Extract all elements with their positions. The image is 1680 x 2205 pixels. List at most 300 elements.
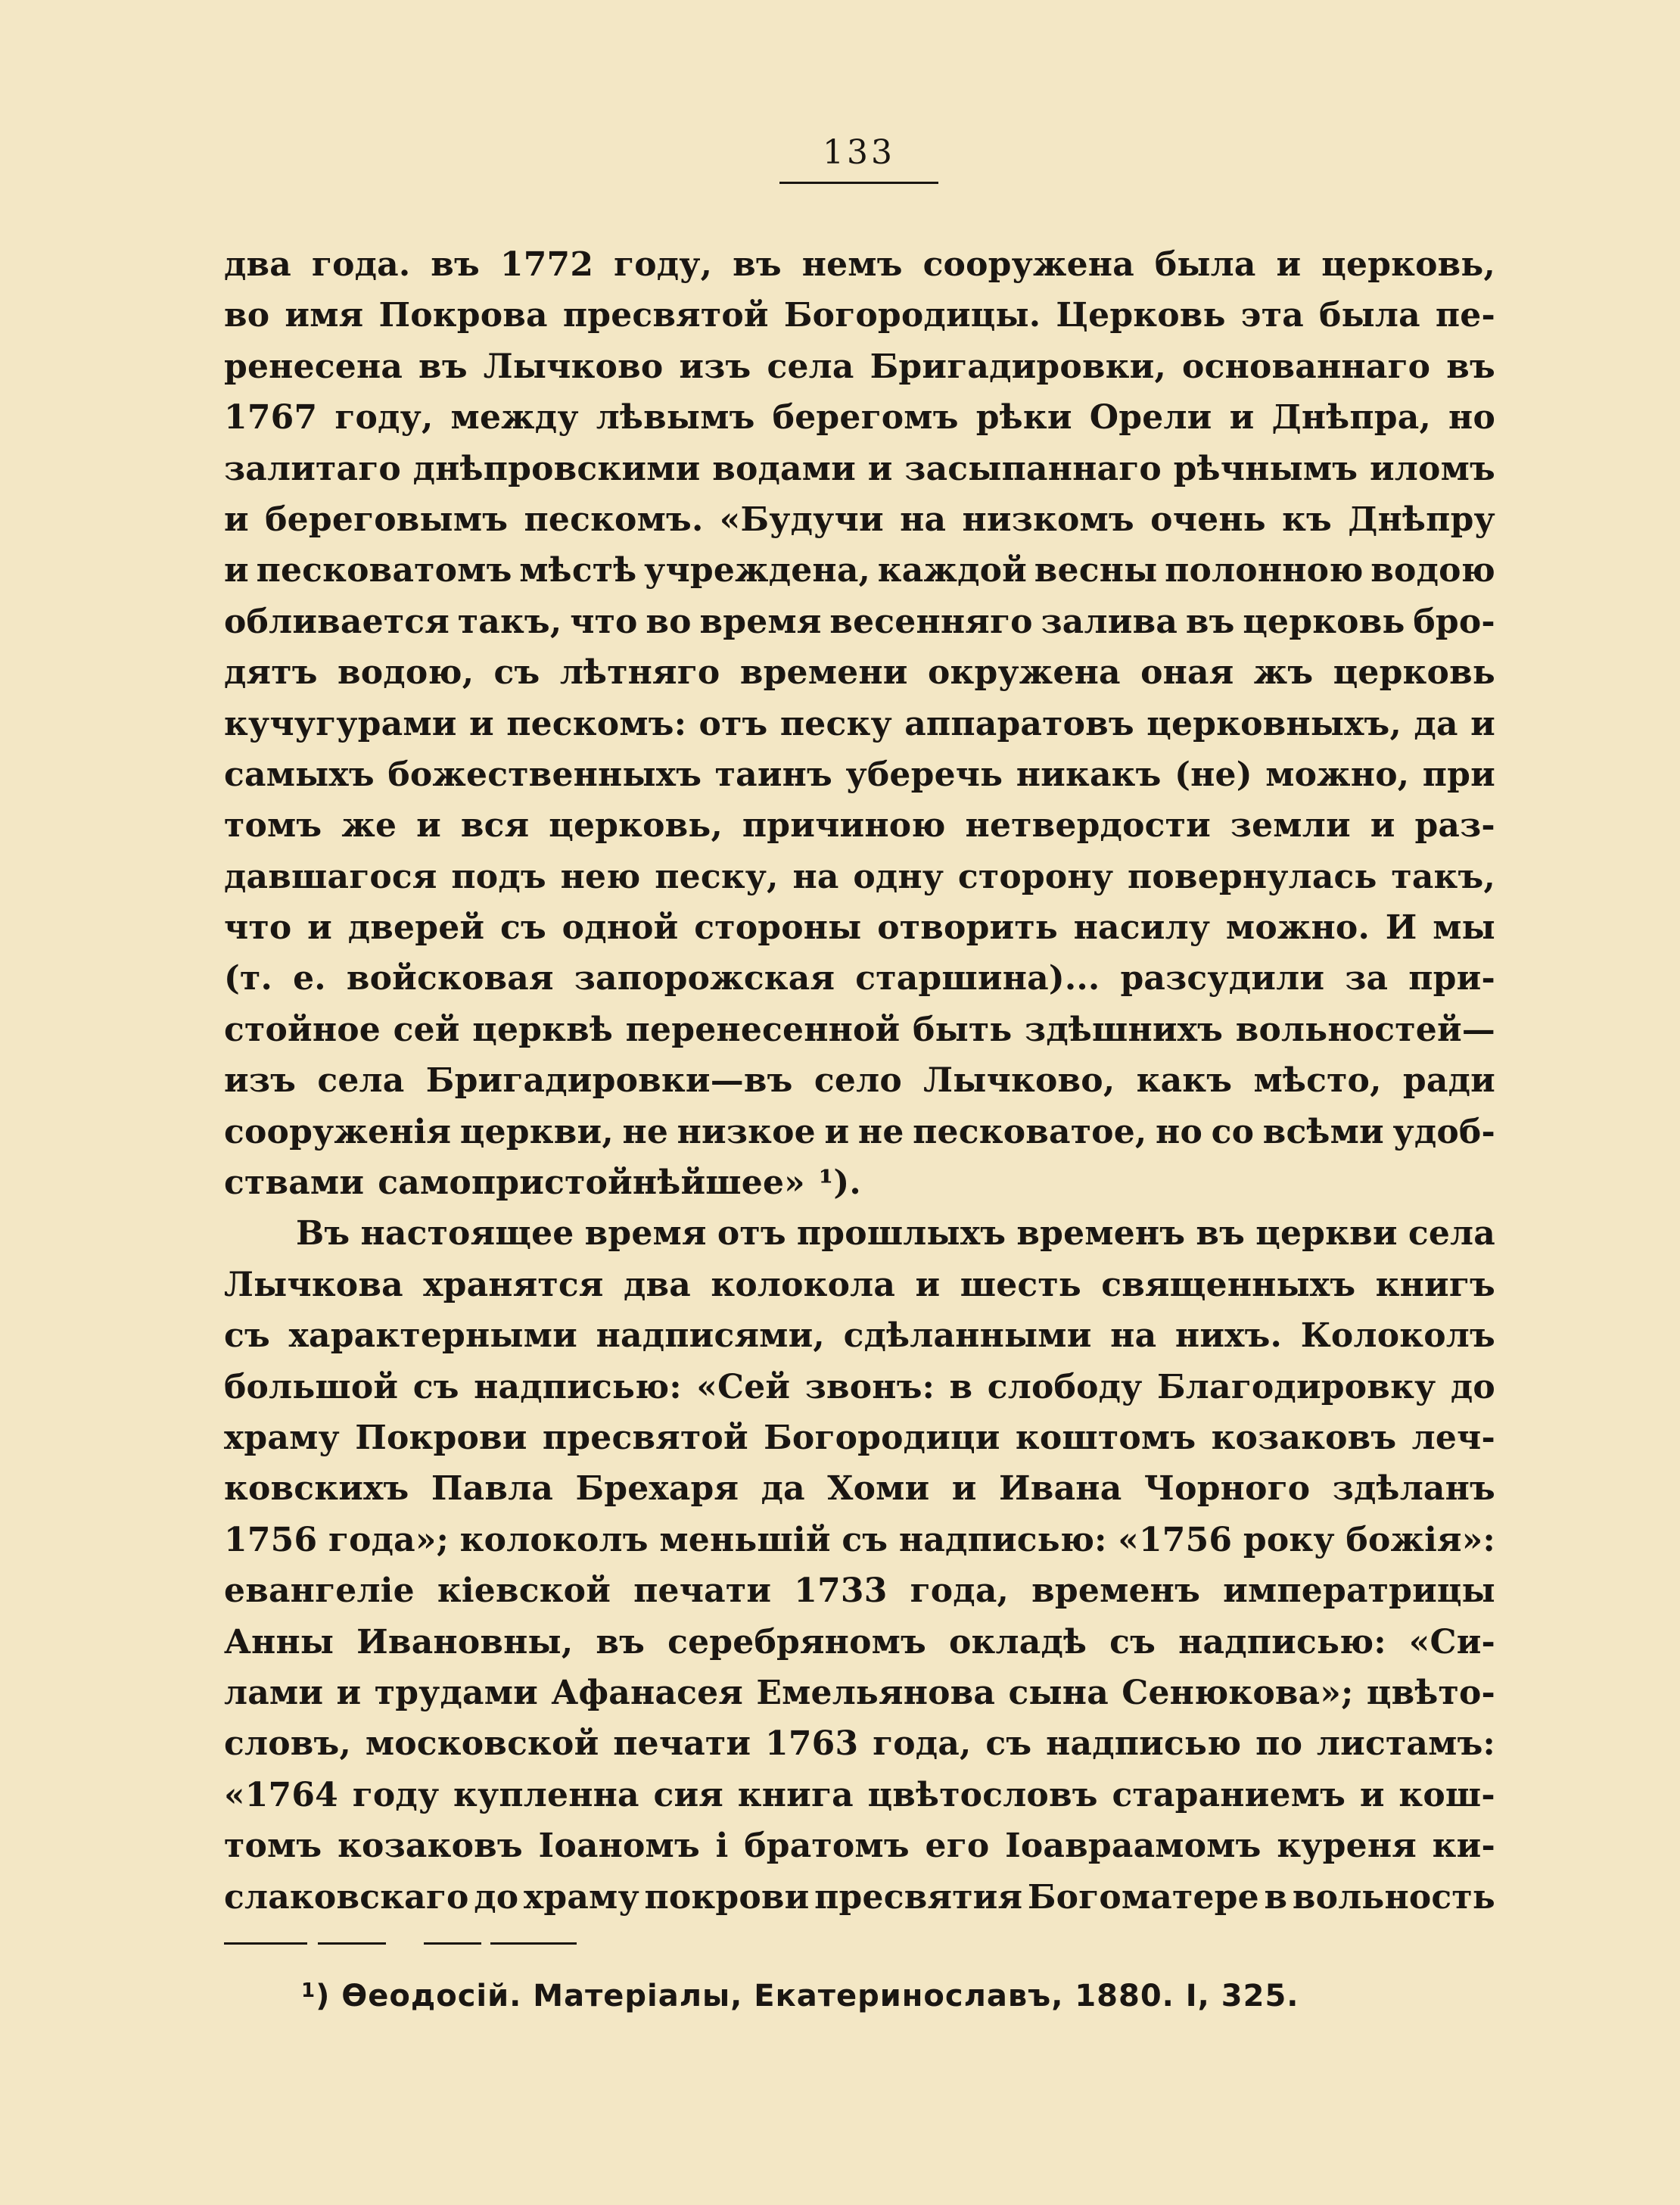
word: года.: [311, 245, 411, 284]
word: береговымъ: [265, 500, 509, 539]
word: Богоматере: [1027, 1877, 1259, 1917]
word: года»;: [328, 1520, 450, 1559]
text-line: [224, 647, 1495, 698]
word: дятъ: [224, 653, 318, 693]
word: е.: [293, 959, 326, 998]
word: прошлыхъ: [796, 1214, 1006, 1254]
word: Сенюкова»;: [1122, 1673, 1354, 1712]
word: на: [1110, 1316, 1157, 1356]
word: такъ,: [1391, 857, 1495, 896]
word: отъ: [717, 1214, 786, 1254]
word: году,: [614, 245, 713, 284]
word: войсковая: [346, 959, 554, 998]
word: очень: [1150, 500, 1266, 539]
word: Лычково,: [923, 1061, 1115, 1101]
word: Богородици: [764, 1418, 1000, 1457]
text-line: [224, 1617, 1495, 1668]
word: до: [1450, 1367, 1495, 1406]
word: насилу: [1073, 908, 1211, 948]
word: можно.: [1225, 908, 1370, 948]
word: купленна: [453, 1775, 639, 1814]
word: времени: [739, 653, 908, 693]
word: села: [1408, 1214, 1495, 1254]
word: берегомъ: [772, 398, 959, 438]
word: отворить: [877, 908, 1058, 948]
text-line: [224, 290, 1495, 341]
word: ренесена: [224, 347, 403, 386]
word: Бригадировки—въ: [425, 1061, 793, 1101]
word: «1764: [224, 1775, 338, 1814]
word: серебряномъ: [667, 1622, 926, 1662]
word: днѣпровскими: [412, 449, 701, 488]
word: время: [584, 1214, 707, 1254]
word: весны: [1034, 551, 1158, 590]
word: Афанасея: [551, 1673, 744, 1712]
word: что: [570, 602, 638, 641]
word: и: [224, 551, 249, 590]
word: да: [761, 1469, 805, 1509]
word: изъ: [224, 1061, 297, 1101]
word: покрови: [644, 1877, 810, 1917]
word: таинъ: [714, 755, 833, 794]
text-line: [224, 1208, 1495, 1259]
word: Павла: [431, 1469, 554, 1509]
word: Ивановны,: [356, 1622, 574, 1662]
word: году,: [334, 398, 434, 438]
word: братомъ: [744, 1827, 910, 1866]
text-line: [224, 1463, 1495, 1514]
word: надписями,: [596, 1316, 825, 1356]
word: раз-: [1414, 806, 1495, 846]
word: Чорного: [1143, 1469, 1311, 1509]
word: при: [1422, 755, 1495, 794]
word: песковатомъ: [256, 551, 512, 590]
footnote-rule-segment: [224, 1942, 307, 1945]
word: во: [646, 602, 692, 641]
word: ¹).: [818, 1163, 861, 1203]
text-line: [224, 699, 1495, 749]
text-line: [224, 749, 1495, 800]
word: «Сей: [696, 1367, 791, 1406]
word: шесть: [960, 1265, 1081, 1304]
word: печати: [613, 1724, 751, 1764]
text-line: [224, 1004, 1495, 1055]
word: на: [792, 857, 839, 896]
word: 1772: [499, 245, 594, 284]
word: книгъ: [1375, 1265, 1495, 1304]
word: окладѣ: [949, 1622, 1087, 1662]
word: здѣланъ: [1332, 1469, 1495, 1509]
word: року: [1243, 1520, 1335, 1559]
word: низкое: [677, 1112, 816, 1151]
word: колоколъ: [459, 1520, 649, 1559]
text-line: [224, 1668, 1495, 1718]
word: и: [307, 908, 332, 948]
text-line: [224, 800, 1495, 851]
word: мѣстѣ: [519, 551, 637, 590]
word: рѣки: [975, 398, 1072, 438]
word: полонною: [1165, 551, 1364, 590]
word: священныхъ: [1101, 1265, 1356, 1304]
word: водою: [1370, 551, 1495, 590]
word: окружена: [927, 653, 1121, 693]
word: слободу: [987, 1367, 1143, 1406]
word: къ: [1282, 500, 1333, 539]
word: церковныхъ,: [1146, 704, 1402, 743]
word: (не): [1174, 755, 1252, 794]
page-number: 133: [823, 133, 895, 172]
word: имя: [285, 296, 364, 335]
word: можно,: [1265, 755, 1410, 794]
word: подъ: [451, 857, 546, 896]
word: и: [224, 500, 249, 539]
word: за: [1345, 959, 1389, 998]
word: Днѣпру: [1348, 500, 1495, 539]
word: кучугурами: [224, 704, 457, 743]
word: песковатое,: [913, 1112, 1147, 1151]
word: церковь,: [549, 806, 723, 846]
word: в: [949, 1367, 973, 1406]
word: и: [1470, 704, 1495, 743]
footnote: [301, 1968, 1299, 2019]
word: до: [474, 1877, 519, 1917]
text-line: [224, 1515, 1495, 1565]
word: словъ,: [224, 1724, 352, 1764]
word: съ: [412, 1367, 459, 1406]
word: время: [699, 602, 822, 641]
word: кіевской: [437, 1571, 611, 1611]
word: съ: [224, 1316, 270, 1356]
word: надписью:: [1178, 1622, 1386, 1662]
word: съ: [493, 653, 540, 693]
word: Бригадировки,: [870, 347, 1167, 386]
word: стороны: [694, 908, 862, 948]
word: сооруженія: [224, 1112, 452, 1151]
word: и: [416, 806, 441, 846]
word: и: [915, 1265, 941, 1304]
footnote-rule-segment: [318, 1942, 386, 1945]
word: и: [336, 1673, 362, 1712]
word: года,: [910, 1571, 1010, 1611]
word: Въ: [296, 1214, 350, 1254]
word: настоящее: [360, 1214, 574, 1254]
word: водами: [712, 449, 857, 488]
text-line: [224, 1055, 1495, 1106]
footnote-text: ) Өеодосій. Матеріалы, Екатеринославъ, 1880. I, 325.: [316, 1979, 1299, 2013]
text-line: [224, 341, 1495, 392]
text-line: [224, 852, 1495, 902]
text-line: [224, 953, 1495, 1004]
page-number-rule: [779, 182, 938, 184]
word: леч-: [1411, 1418, 1495, 1457]
word: давшагося: [224, 857, 437, 896]
word: 1763: [765, 1724, 859, 1764]
word: колокола: [711, 1265, 896, 1304]
word: звонъ:: [804, 1367, 935, 1406]
word: пресвятой: [542, 1418, 748, 1457]
word: Анны: [224, 1622, 334, 1662]
word: но: [1156, 1112, 1202, 1151]
word: и: [867, 449, 893, 488]
word: Покрова: [378, 296, 548, 335]
word: иломъ: [1369, 449, 1495, 488]
word: Покрови: [355, 1418, 527, 1457]
word: 1733: [794, 1571, 888, 1611]
text-line: [224, 1157, 1495, 1208]
word: И: [1385, 908, 1417, 948]
word: два: [224, 245, 292, 284]
word: пресвятой: [562, 296, 769, 335]
word: козаковъ: [338, 1827, 523, 1866]
word: по: [1255, 1724, 1303, 1764]
word: «Си-: [1408, 1622, 1495, 1662]
word: лѣтняго: [559, 653, 720, 693]
word: лѣвымъ: [596, 398, 755, 438]
word: сия: [653, 1775, 724, 1814]
word: съ: [499, 908, 546, 948]
word: въ: [431, 245, 480, 284]
text-line: [224, 1565, 1495, 1616]
word: старшина)...: [855, 959, 1100, 998]
word: съ: [985, 1724, 1032, 1764]
word: 1756: [224, 1520, 318, 1559]
word: въ: [1196, 1214, 1246, 1254]
word: каждой: [877, 551, 1028, 590]
word: обливается: [224, 602, 450, 641]
word: надписью:: [898, 1520, 1107, 1559]
word: вольность: [1292, 1877, 1495, 1917]
word: какъ: [1136, 1061, 1233, 1101]
word: Хоми: [827, 1469, 930, 1509]
text-line: [224, 596, 1495, 647]
word: сына: [1008, 1673, 1109, 1712]
word: печати: [633, 1571, 772, 1611]
word: и: [1276, 245, 1302, 284]
word: сей: [393, 1010, 460, 1049]
word: трудами: [374, 1673, 539, 1712]
word: въ: [1185, 602, 1235, 641]
word: пескомъ.: [524, 500, 704, 539]
body-text: [224, 239, 1495, 1923]
word: такъ,: [457, 602, 562, 641]
word: цвѣтословъ: [867, 1775, 1098, 1814]
word: одной: [562, 908, 679, 948]
text-line: [224, 1310, 1495, 1361]
word: в: [1264, 1877, 1288, 1917]
word: томъ: [224, 806, 322, 846]
word: его: [925, 1827, 990, 1866]
word: стараниемъ: [1112, 1775, 1346, 1814]
word: временъ: [1016, 1214, 1186, 1254]
word: характерными: [288, 1316, 577, 1356]
word: засыпаннаго: [904, 449, 1162, 488]
footnote-rule-segment: [424, 1942, 481, 1945]
word: земли: [1230, 806, 1351, 846]
text-line: [224, 1872, 1495, 1923]
word: нихъ.: [1174, 1316, 1283, 1356]
word: весенняго: [829, 602, 1033, 641]
word: рѣчнымъ: [1173, 449, 1358, 488]
word: была: [1319, 296, 1420, 335]
word: Лычкова: [224, 1265, 403, 1304]
word: козаковъ: [1211, 1418, 1397, 1457]
word: церкви,: [459, 1112, 614, 1151]
word: въ: [733, 245, 782, 284]
word: мы: [1433, 908, 1495, 948]
word: лами: [224, 1673, 324, 1712]
word: въ: [418, 347, 468, 386]
word: хранятся: [423, 1265, 604, 1304]
word: божія»:: [1346, 1520, 1495, 1559]
text-line: [224, 444, 1495, 494]
footnote-marker: 1: [301, 1979, 316, 2002]
word: причиною: [742, 806, 946, 846]
word: и: [1229, 398, 1255, 438]
word: съ: [842, 1520, 888, 1559]
word: и: [1370, 806, 1395, 846]
word: песку: [779, 704, 892, 743]
word: разсудили: [1120, 959, 1325, 998]
text-line: [224, 494, 1495, 545]
word: повернулась: [1127, 857, 1377, 896]
word: церковь: [1243, 602, 1405, 641]
word: нетвердости: [965, 806, 1211, 846]
word: уберечь: [845, 755, 1003, 794]
word: Богородицы.: [783, 296, 1041, 335]
word: въ: [596, 1622, 646, 1662]
word: томъ: [224, 1827, 322, 1866]
word: села: [767, 347, 854, 386]
word: временъ: [1031, 1571, 1201, 1611]
word: пресвятия: [814, 1877, 1023, 1917]
text-line: [224, 1770, 1495, 1820]
word: съ: [1109, 1622, 1156, 1662]
word: запорожская: [574, 959, 835, 998]
word: при-: [1408, 959, 1495, 998]
word: церковь: [1333, 653, 1495, 693]
text-line: [224, 1412, 1495, 1463]
word: сторону: [957, 857, 1114, 896]
word: Церковь: [1056, 296, 1226, 335]
word: изъ: [679, 347, 751, 386]
word: Лычково: [483, 347, 664, 386]
text-line: [224, 545, 1495, 596]
word: основаннаго: [1182, 347, 1431, 386]
word: и: [951, 1469, 977, 1509]
word: 1767: [224, 398, 318, 438]
word: самопристойнѣйшее»: [378, 1163, 805, 1203]
word: (т.: [224, 959, 273, 998]
word: никакъ: [1016, 755, 1162, 794]
word: удоб-: [1392, 1112, 1495, 1151]
word: что: [224, 908, 292, 948]
word: Орели: [1089, 398, 1212, 438]
word: учреждена,: [644, 551, 871, 590]
word: песку,: [655, 857, 779, 896]
word: во: [224, 296, 270, 335]
word: залива: [1041, 602, 1178, 641]
word: дверей: [347, 908, 485, 948]
word: «Будучи: [719, 500, 884, 539]
word: вся: [460, 806, 530, 846]
word: храму: [523, 1877, 639, 1917]
word: и: [824, 1112, 850, 1151]
word: куреня: [1277, 1827, 1417, 1866]
word: оная: [1140, 653, 1234, 693]
word: листамъ:: [1316, 1724, 1495, 1764]
word: коштомъ: [1015, 1418, 1196, 1457]
text-line: [224, 392, 1495, 443]
word: въ: [1446, 347, 1495, 386]
word: церквѣ: [472, 1010, 614, 1049]
word: самыхъ: [224, 755, 375, 794]
word: два: [623, 1265, 691, 1304]
word: да: [1414, 704, 1458, 743]
word: всѣми: [1262, 1112, 1384, 1151]
word: году: [352, 1775, 440, 1814]
word: пе-: [1435, 296, 1495, 335]
word: залитаго: [224, 449, 401, 488]
word: отъ: [698, 704, 768, 743]
word: меньшій: [659, 1520, 831, 1559]
word: евангеліе: [224, 1571, 415, 1611]
word: была: [1154, 245, 1256, 284]
word: пескомъ:: [506, 704, 687, 743]
word: Ивана: [999, 1469, 1122, 1509]
word: но: [1448, 398, 1495, 438]
word: эта: [1240, 296, 1304, 335]
word: Іоаномъ: [538, 1827, 700, 1866]
text-line: [224, 1362, 1495, 1412]
word: Іоавраамомъ: [1005, 1827, 1262, 1866]
word: села: [317, 1061, 405, 1101]
word: низкомъ: [962, 500, 1134, 539]
word: и: [468, 704, 494, 743]
word: кош-: [1398, 1775, 1495, 1814]
word: одну: [853, 857, 944, 896]
text-line: [224, 1820, 1495, 1871]
text-line: [224, 902, 1495, 953]
word: императрицы: [1223, 1571, 1495, 1611]
word: мѣсто,: [1253, 1061, 1382, 1101]
text-line: [224, 1260, 1495, 1310]
word: здѣшнихъ: [1025, 1010, 1224, 1049]
word: цвѣто-: [1366, 1673, 1495, 1712]
word: перенесенной: [625, 1010, 901, 1049]
word: сдѣланными: [843, 1316, 1092, 1356]
word: надписью:: [474, 1367, 682, 1406]
word: аппаратовъ: [904, 704, 1134, 743]
word: ствами: [224, 1163, 365, 1203]
word: надписью: [1046, 1724, 1242, 1764]
word: быть: [913, 1010, 1013, 1049]
word: божественныхъ: [387, 755, 702, 794]
word: стойное: [224, 1010, 381, 1049]
word: бро-: [1413, 602, 1495, 641]
word: Днѣпра,: [1271, 398, 1431, 438]
word: і: [715, 1827, 729, 1866]
word: немъ: [801, 245, 903, 284]
word: Брехаря: [575, 1469, 739, 1509]
footnote-rule-segment: [490, 1942, 577, 1945]
word: года,: [873, 1724, 972, 1764]
word: вольностей—: [1235, 1010, 1495, 1049]
text-line: [224, 1107, 1495, 1157]
word: не: [622, 1112, 669, 1151]
word: ковскихъ: [224, 1469, 409, 1509]
word: не: [857, 1112, 904, 1151]
word: слаковскаго: [224, 1877, 469, 1917]
